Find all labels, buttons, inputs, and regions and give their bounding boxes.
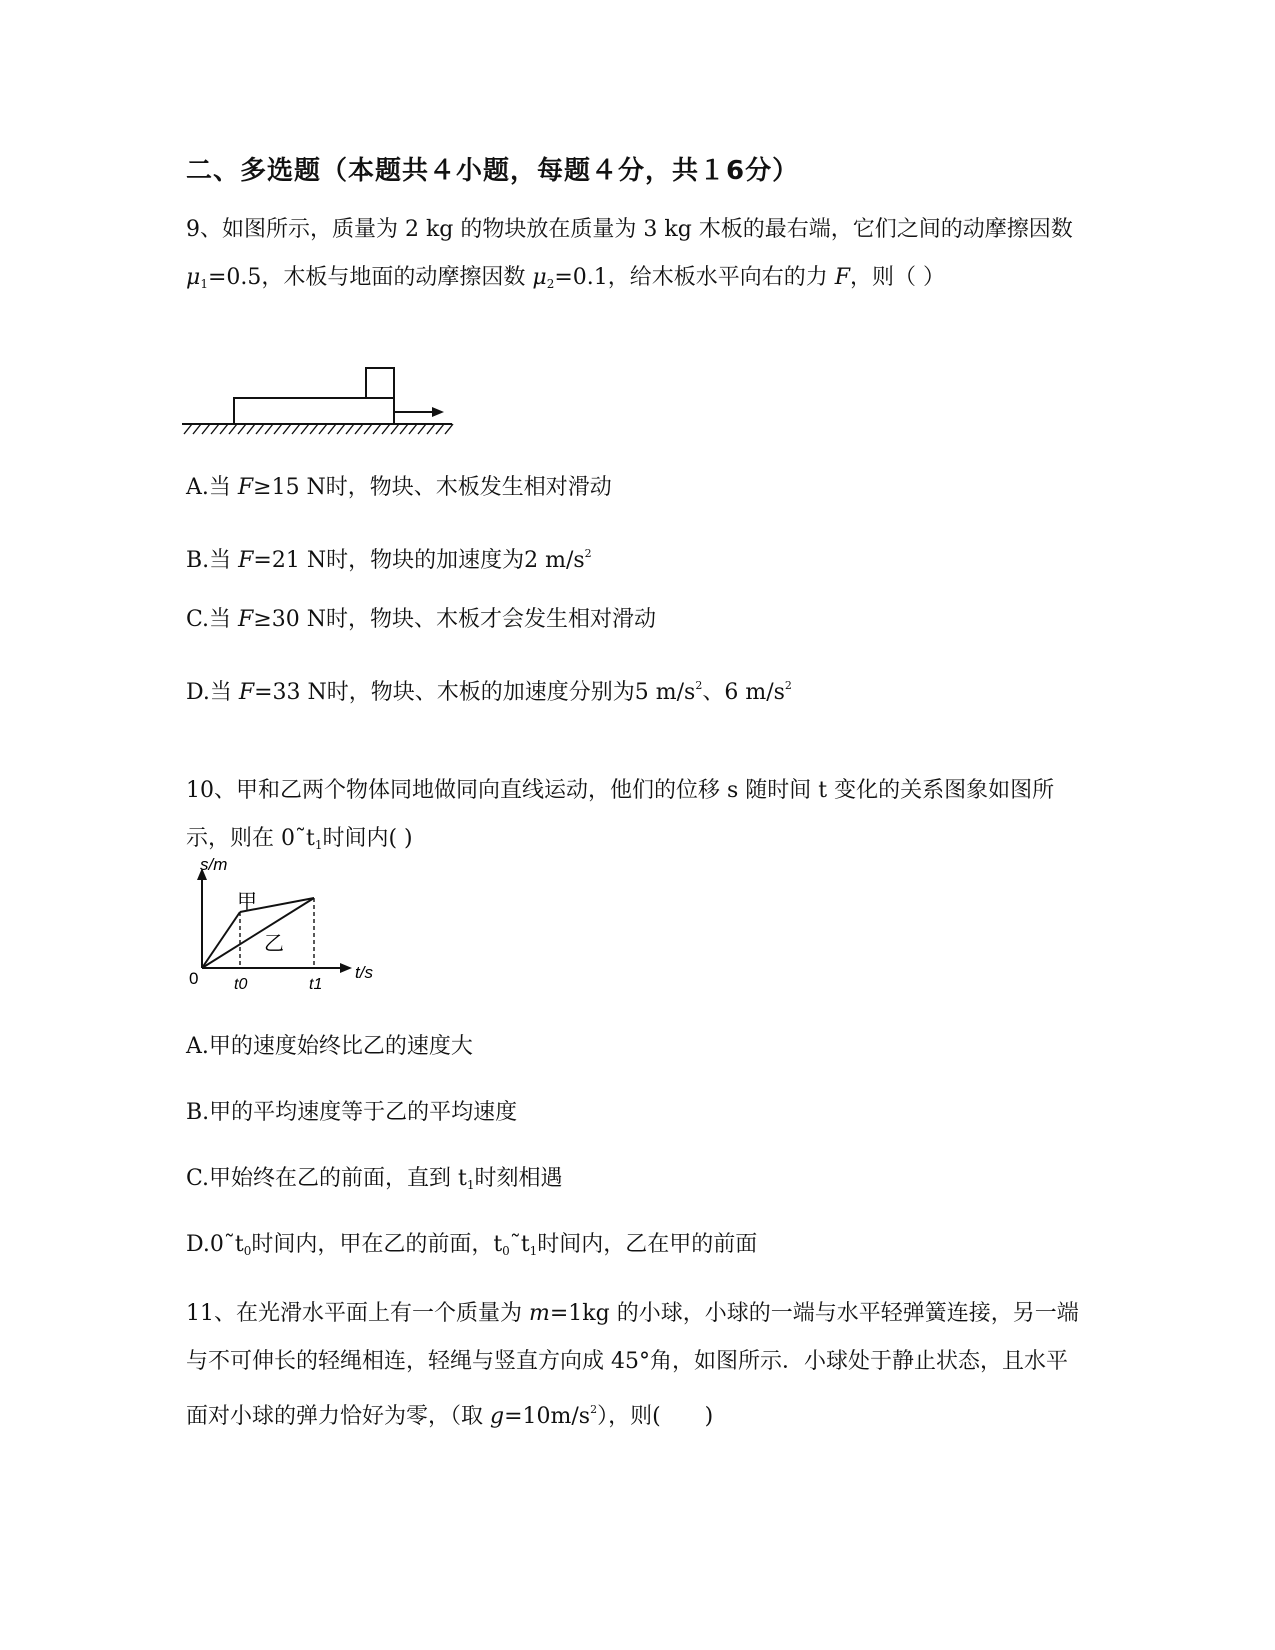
y-axis-label: s/m	[200, 855, 228, 874]
question-11-stem: 11、在光滑水平面上有一个质量为 m=1kg 的小球，小球的一端与水平轻弹簧连接，另一端与不可伸长的轻绳相连，轻绳与竖直方向成 45°角，如图所示．小球处于静止状态，且水平面对小球的弹力恰好为零，（取 $g=10m/s^2$），则( )	[186, 1301, 1079, 1429]
ground-hatch	[301, 424, 309, 434]
ground-hatch	[238, 424, 246, 434]
q10-option-c[interactable]: C.甲始终在乙的前面，直到 t1时刻相遇	[186, 1166, 563, 1192]
ground-hatch	[400, 424, 408, 434]
x-axis-label: t/s	[355, 963, 373, 982]
ground-hatch	[283, 424, 291, 434]
ground-hatch	[373, 424, 381, 434]
jia-label: 甲	[237, 891, 257, 913]
ground-hatch	[319, 424, 327, 434]
line-jia-1	[202, 912, 240, 968]
ground-hatch	[211, 424, 219, 434]
ground-hatch	[409, 424, 417, 434]
q9-option-b[interactable]: B.当 F=21 N时，物块的加速度为2 $m/s^2$	[186, 547, 592, 573]
ground-hatch	[391, 424, 399, 434]
origin-label: 0	[189, 969, 199, 988]
ground-hatch	[337, 424, 345, 434]
ground-hatch	[274, 424, 282, 434]
q10-option-a[interactable]: A.甲的速度始终比乙的速度大	[186, 1034, 473, 1059]
question-10-stem: 10、甲和乙两个物体同地做同向直线运动，他们的位移 s 随时间 t 变化的关系图象如图所示，则在 0˜t1时间内( )	[186, 778, 1055, 852]
ground-hatch	[247, 424, 255, 434]
board	[234, 398, 394, 424]
ground-hatch	[346, 424, 354, 434]
ground-hatch	[220, 424, 228, 434]
q9-option-a[interactable]: A.当 F≥15 N时，物块、木板发生相对滑动	[186, 475, 612, 500]
block	[366, 368, 394, 398]
ground-hatch	[445, 424, 453, 434]
yi-label: 乙	[264, 933, 284, 955]
ground-hatch	[427, 424, 435, 434]
ground-hatch	[355, 424, 363, 434]
q9-option-d[interactable]: D.当 F=33 N时，物块、木板的加速度分别为5 $m/s^2$、6 $m/s^2$	[186, 679, 792, 705]
q9-option-c[interactable]: C.当 F≥30 N时，物块、木板才会发生相对滑动	[186, 607, 656, 632]
ground-hatch	[310, 424, 318, 434]
ground-hatch	[418, 424, 426, 434]
ground-hatch	[265, 424, 273, 434]
question-9-stem: 9、如图所示，质量为 2 kg 的物块放在质量为 3 kg 木板的最右端，它们之间的动摩擦因数 μ1=0.5，木板与地面的动摩擦因数 μ2=0.1，给木板水平向右的力 F，则（ ）	[186, 217, 1073, 291]
ground-hatch	[328, 424, 336, 434]
ground-hatch	[364, 424, 372, 434]
ground-hatch	[256, 424, 264, 434]
t0-label: t0	[234, 976, 248, 993]
ground-hatch	[193, 424, 201, 434]
ground-hatch	[202, 424, 210, 434]
q10-option-d[interactable]: D.0˜t0时间内，甲在乙的前面，t0˜t1时间内，乙在甲的前面	[186, 1232, 758, 1258]
ground-hatch	[292, 424, 300, 434]
ground-hatch	[382, 424, 390, 434]
section-title: 二、多选题（本题共４小题，每题４分，共１6分）	[186, 156, 800, 186]
q10-option-b[interactable]: B.甲的平均速度等于乙的平均速度	[186, 1100, 518, 1125]
s-t-graph	[180, 850, 400, 1000]
ground-hatch	[184, 424, 192, 434]
t1-label: t1	[309, 976, 323, 993]
board-block-figure	[180, 362, 460, 442]
ground-hatch	[436, 424, 444, 434]
ground-hatch	[229, 424, 237, 434]
